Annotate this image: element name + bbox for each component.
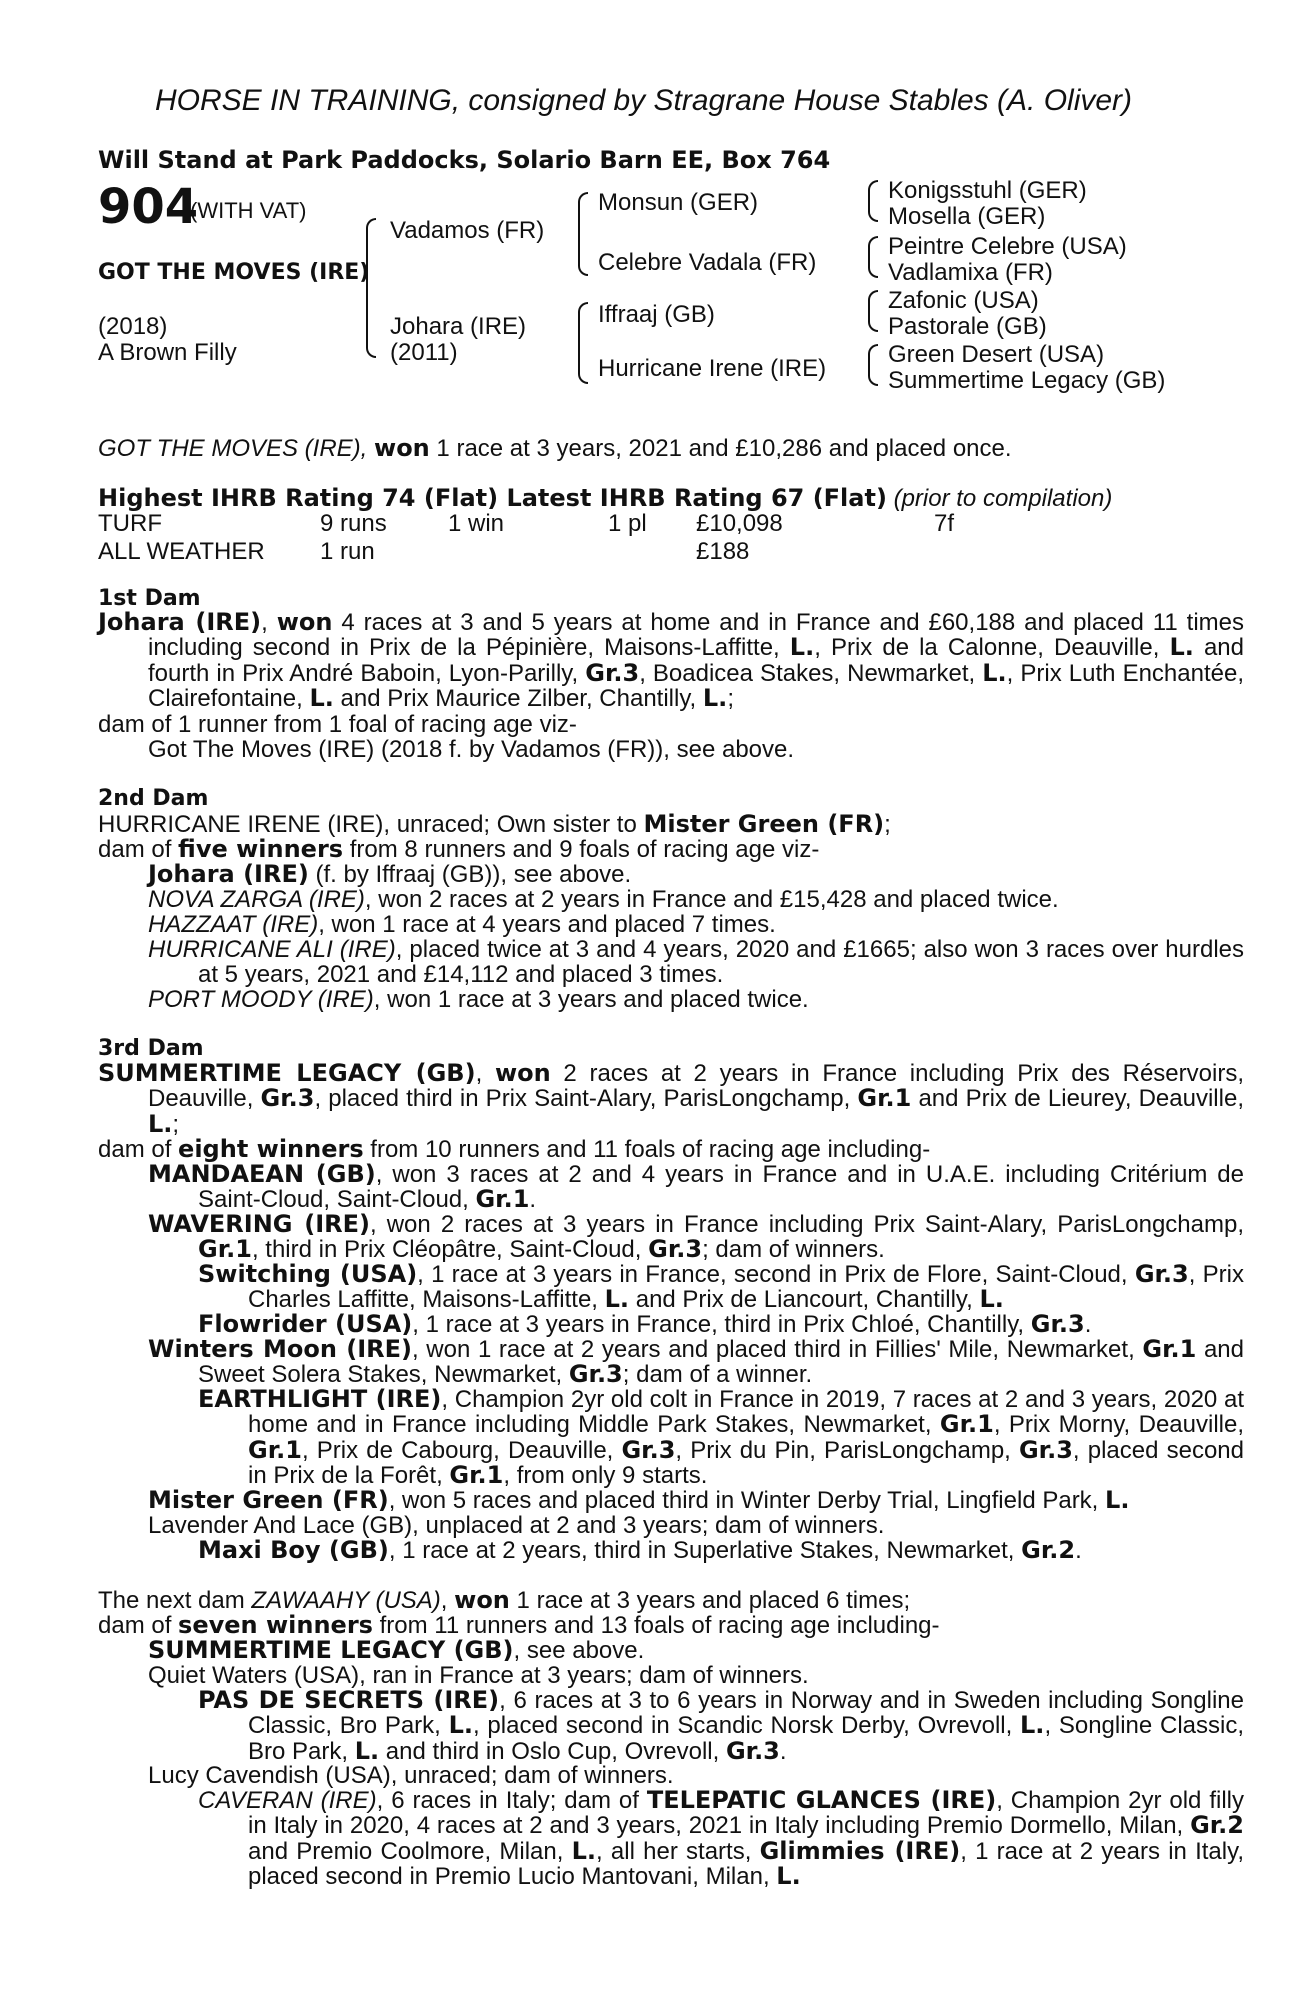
race-record-table bbox=[98, 510, 954, 566]
pedigree-brace-ss bbox=[868, 180, 878, 222]
horse-description: A Brown Filly bbox=[98, 339, 237, 366]
dam3-record: SUMMERTIME LEGACY (GB), won 2 races at 2 years in France including Prix des Réservoirs, Deauville, Gr.3, placed third in Prix Saint-Alary, ParisLongchamp, Gr.1 and Prix de Lieurey, Deauville, L.; bbox=[98, 1059, 1244, 1138]
dam3-entry-wavering: WAVERING (IRE), won 2 races at 3 years in France including Prix Saint-Alary, ParisLongchamp, Gr.1, third in Prix Cléopâtre, Saint-Cloud, Gr.3; dam of winners. bbox=[148, 1210, 1244, 1264]
dam2-entry-nova-zarga: NOVA ZARGA (IRE), won 2 races at 2 years in France and £15,428 and placed twice. bbox=[148, 886, 1059, 913]
pedigree-sss: Konigsstuhl (GER) bbox=[888, 177, 1087, 204]
dam2-entry-hurricane-ali: HURRICANE ALI (IRE), placed twice at 3 and 4 years, 2020 and £1665; also won 3 races over hurdles at 5 years, 2021 and £14,112 and placed 3 times. bbox=[148, 936, 1244, 989]
pedigree-sire-sire: Monsun (GER) bbox=[598, 189, 759, 216]
dam2-line1: HURRICANE IRENE (IRE), unraced; Own sister to Mister Green (FR); bbox=[98, 810, 891, 838]
pedigree-dsd: Pastorale (GB) bbox=[888, 313, 1047, 340]
page-header: HORSE IN TRAINING, consigned by Stragrane House Stables (A. Oliver) bbox=[155, 84, 1133, 117]
dam3-produce-intro: dam of eight winners from 10 runners and 11 foals of racing age including- bbox=[98, 1135, 931, 1163]
dam1-produce-intro: dam of 1 runner from 1 foal of racing age viz- bbox=[98, 711, 577, 738]
lot-number: 904 bbox=[98, 179, 199, 235]
pedigree-brace-sd bbox=[868, 236, 878, 278]
table-row: ALL WEATHER 1 run £188 bbox=[98, 538, 750, 565]
pedigree-dam-year: (2011) bbox=[390, 339, 458, 366]
pedigree-brace-gen1 bbox=[366, 218, 376, 358]
next-dam-entry-quiet-waters: Quiet Waters (USA), ran in France at 3 years; dam of winners. bbox=[148, 1662, 809, 1689]
rating-line: Highest IHRB Rating 74 (Flat) Latest IHRB Rating 67 (Flat) (prior to compilation) bbox=[98, 484, 1113, 512]
next-dam-produce-intro: dam of seven winners from 11 runners and 13 foals of racing age including- bbox=[98, 1611, 940, 1639]
horse-name: GOT THE MOVES (IRE) bbox=[98, 260, 370, 285]
dam3-entry-earthlight: EARTHLIGHT (IRE), Champion 2yr old colt in France in 2019, 7 races at 2 and 3 years, 2020 at home and in France including Middle Park Stakes, Newmarket, Gr.1, Prix Morny, Deauville, Gr.1, Prix de Cabourg, Deauville, Gr.3, Prix du Pin, ParisLongchamp, Gr.3, placed second in Prix de la Forêt, Gr.1, from only 9 starts. bbox=[198, 1385, 1244, 1489]
section-heading-2nd-dam: 2nd Dam bbox=[98, 786, 209, 811]
dam2-entry-hazzaat: HAZZAAT (IRE), won 1 race at 4 years and placed 7 times. bbox=[148, 911, 776, 938]
next-dam-entry-lucy: Lucy Cavendish (USA), unraced; dam of winners. bbox=[148, 1762, 674, 1789]
pedigree-ddd: Summertime Legacy (GB) bbox=[888, 367, 1166, 394]
next-dam-entry-caveran: CAVERAN (IRE), 6 races in Italy; dam of TELEPATIC GLANCES (IRE), Champion 2yr old filly in Italy in 2020, 4 races at 2 and 3 years, 2021 in Italy including Premio Dormello, Milan, Gr.2 and Premio Coolmore, Milan, L., all her starts, Glimmies (IRE), 1 race at 2 years in Italy, placed second in Premio Lucio Mantovani, Milan, L. bbox=[198, 1786, 1244, 1890]
dam1-produce: Got The Moves (IRE) (2018 f. by Vadamos (FR)), see above. bbox=[148, 736, 795, 763]
pedigree-dss: Zafonic (USA) bbox=[888, 287, 1039, 314]
section-heading-3rd-dam: 3rd Dam bbox=[98, 1036, 204, 1061]
section-heading-1st-dam: 1st Dam bbox=[98, 586, 201, 611]
next-dam-entry-pas-de-secrets: PAS DE SECRETS (IRE), 6 races at 3 to 6 years in Norway and in Sweden including Songline Classic, Bro Park, L., placed second in Scandic Norsk Derby, Ovrevoll, L., Songline Classic, Bro Park, L. and third in Oslo Cup, Ovrevoll, Gr.3. bbox=[198, 1686, 1244, 1765]
dam1-record: Johara (IRE), won 4 races at 3 and 5 years at home and in France and £60,188 and placed 11 times including second in Prix de la Pépinière, Maisons-Laffitte, L., Prix de la Calonne, Deauville, L. and fourth in Prix André Baboin, Lyon-Parilly, Gr.3, Boadicea Stakes, Newmarket, L., Prix Luth Enchantée, Clairefontaine, L. and Prix Maurice Zilber, Chantilly, L.; bbox=[98, 608, 1244, 712]
pedigree-sdd: Vadlamixa (FR) bbox=[888, 259, 1053, 286]
next-dam-line: The next dam ZAWAAHY (USA), won 1 race at 3 years and placed 6 times; bbox=[98, 1586, 911, 1614]
pedigree-dds: Green Desert (USA) bbox=[888, 341, 1105, 368]
vat-note: (WITH VAT) bbox=[190, 198, 307, 223]
dam3-entry-mister-green: Mister Green (FR), won 5 races and placed third in Winter Derby Trial, Lingfield Park, L. bbox=[148, 1486, 1130, 1514]
pedigree-sds: Peintre Celebre (USA) bbox=[888, 233, 1127, 260]
dam3-entry-switching: Switching (USA), 1 race at 3 years in France, second in Prix de Flore, Saint-Cloud, Gr.3, Prix Charles Laffitte, Maisons-Laffitte, L. and Prix de Liancourt, Chantilly, L. bbox=[198, 1260, 1244, 1314]
stand-location: Will Stand at Park Paddocks, Solario Barn EE, Box 764 bbox=[98, 146, 831, 174]
pedigree-dam-sire: Iffraaj (GB) bbox=[598, 301, 715, 328]
dam3-entry-maxi-boy: Maxi Boy (GB), 1 race at 2 years, third in Superlative Stakes, Newmarket, Gr.2. bbox=[198, 1536, 1082, 1564]
dam2-line2: dam of five winners from 8 runners and 9 foals of racing age viz- bbox=[98, 835, 820, 863]
pedigree-sire: Vadamos (FR) bbox=[390, 217, 545, 244]
next-dam-entry-summertime: SUMMERTIME LEGACY (GB), see above. bbox=[148, 1636, 645, 1664]
pedigree-brace-sire bbox=[578, 192, 588, 276]
dam3-entry-lavender: Lavender And Lace (GB), unplaced at 2 and 3 years; dam of winners. bbox=[148, 1512, 885, 1539]
dam3-entry-winters-moon: Winters Moon (IRE), won 1 race at 2 years and placed third in Fillies' Mile, Newmarket, Gr.1 and Sweet Solera Stakes, Newmarket, Gr.3; dam of a winner. bbox=[148, 1335, 1244, 1389]
race-summary: GOT THE MOVES (IRE), won 1 race at 3 years, 2021 and £10,286 and placed once. bbox=[98, 434, 1012, 462]
pedigree-brace-dd bbox=[868, 344, 878, 386]
dam3-entry-flowrider: Flowrider (USA), 1 race at 3 years in France, third in Prix Chloé, Chantilly, Gr.3. bbox=[198, 1310, 1092, 1338]
pedigree-ssd: Mosella (GER) bbox=[888, 203, 1046, 230]
horse-year: (2018) bbox=[98, 313, 168, 340]
pedigree-dam: Johara (IRE) bbox=[390, 313, 527, 340]
pedigree-dam-dam: Hurricane Irene (IRE) bbox=[598, 355, 827, 382]
table-row: TURF 9 runs 1 win 1 pl £10,098 7f bbox=[98, 510, 955, 537]
dam2-entry-port-moody: PORT MOODY (IRE), won 1 race at 3 years and placed twice. bbox=[148, 986, 809, 1013]
dam2-entry-johara: Johara (IRE) (f. by Iffraaj (GB)), see above. bbox=[148, 860, 632, 888]
dam3-entry-mandaean: MANDAEAN (GB), won 3 races at 2 and 4 years in France and in U.A.E. including Critérium de Saint-Cloud, Saint-Cloud, Gr.1. bbox=[148, 1160, 1244, 1214]
pedigree-sire-dam: Celebre Vadala (FR) bbox=[598, 249, 817, 276]
pedigree-brace-dam bbox=[578, 302, 588, 384]
pedigree-brace-ds bbox=[868, 290, 878, 332]
